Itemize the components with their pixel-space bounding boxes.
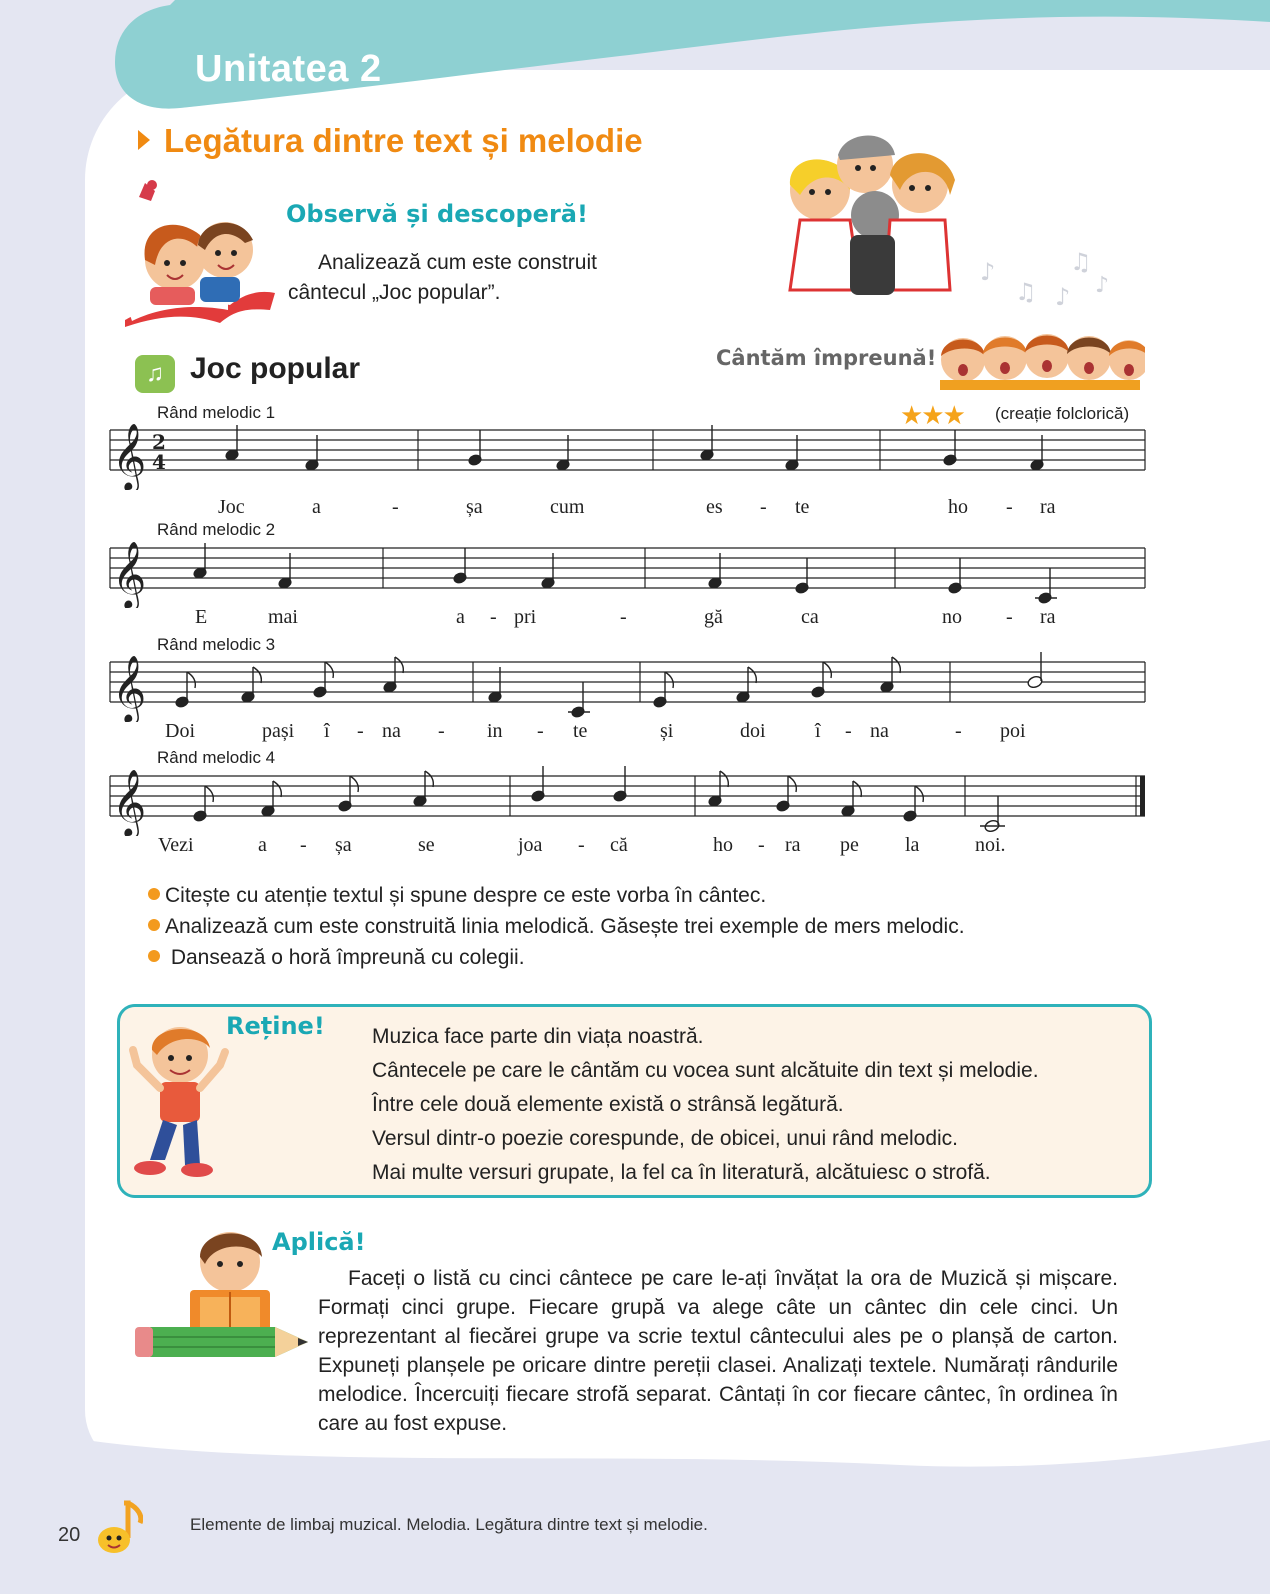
lyric-syllable: es bbox=[706, 496, 723, 518]
lyric-syllable: na bbox=[870, 720, 889, 742]
lyric-syllable: no bbox=[942, 606, 962, 628]
observe-text bbox=[288, 248, 648, 308]
task-list bbox=[148, 880, 965, 973]
lyric-syllable: cum bbox=[550, 496, 585, 518]
lyric-syllable: - bbox=[620, 606, 627, 628]
row-label-1: Rând melodic 1 bbox=[157, 403, 276, 422]
lyric-syllable: șa bbox=[335, 834, 352, 856]
bullet-dot-icon bbox=[148, 888, 160, 900]
lyric-syllable: - bbox=[955, 720, 962, 742]
lyric-syllable: ra bbox=[785, 834, 801, 856]
lyric-syllable: E bbox=[195, 606, 208, 628]
staff-row-1 bbox=[100, 420, 1150, 490]
lyric-syllable: te bbox=[573, 720, 588, 742]
lyric-syllable: că bbox=[610, 834, 628, 856]
svg-text:♪: ♪ bbox=[980, 258, 996, 286]
svg-text:2: 2 bbox=[152, 430, 166, 454]
svg-text:♫: ♫ bbox=[1015, 278, 1037, 306]
aplica-title: Aplică! bbox=[272, 1228, 366, 1256]
bullet-dot-icon bbox=[148, 919, 160, 931]
lyric-syllable: na bbox=[382, 720, 401, 742]
lyric-syllable: noi. bbox=[975, 834, 1006, 856]
footer-text: Elemente de limbaj muzical. Melodia. Legătura dintre text și melodie. bbox=[190, 1515, 708, 1534]
lyric-syllable: - bbox=[1006, 496, 1013, 518]
retine-line: Versul dintr-o poezie corespunde, de obicei, unui rând melodic. bbox=[372, 1127, 959, 1150]
lyric-syllable: ca bbox=[801, 606, 819, 628]
svg-text:𝄞: 𝄞 bbox=[112, 540, 147, 608]
lyric-syllable: Doi bbox=[165, 720, 195, 742]
song-title: Joc popular bbox=[190, 352, 361, 385]
staff-row-4 bbox=[100, 766, 1150, 836]
lyric-syllable: te bbox=[795, 496, 810, 518]
lyric-syllable: pri bbox=[514, 606, 537, 628]
lyric-syllable: ho bbox=[713, 834, 733, 856]
row-label-2: Rând melodic 2 bbox=[157, 520, 276, 539]
lyric-syllable: ra bbox=[1040, 606, 1056, 628]
difficulty-stars: ★★★ bbox=[900, 400, 964, 430]
lyric-syllable: a bbox=[312, 496, 321, 518]
task-item: Citește cu atenție textul și spune despre ce este vorba în cântec. bbox=[148, 880, 965, 911]
row-label-4: Rând melodic 4 bbox=[157, 748, 276, 767]
triangle-bullet-icon bbox=[138, 130, 150, 150]
lyric-syllable: mai bbox=[268, 606, 298, 628]
task-item: Dansează o horă împreună cu colegii. bbox=[148, 942, 965, 973]
lyric-syllable: la bbox=[905, 834, 920, 856]
lyric-syllable: - bbox=[845, 720, 852, 742]
lyric-syllable: - bbox=[760, 496, 767, 518]
lyric-syllable: in bbox=[487, 720, 503, 742]
unit-title: Unitatea 2 bbox=[195, 48, 382, 90]
staff-row-3 bbox=[100, 652, 1150, 722]
svg-text:𝄞: 𝄞 bbox=[112, 768, 147, 836]
task-item: Analizează cum este construită linia melodică. Găsește trei exemple de mers melodic. bbox=[148, 911, 965, 942]
lyric-syllable: - bbox=[438, 720, 445, 742]
bullet-dot-icon bbox=[148, 950, 160, 962]
lyric-syllable: a bbox=[456, 606, 465, 628]
retine-line: Mai multe versuri grupate, la fel ca în literatură, alcătuiesc o strofă. bbox=[372, 1161, 991, 1184]
lyric-syllable: doi bbox=[740, 720, 766, 742]
sing-together-label: Cântăm împreună! bbox=[716, 346, 937, 370]
lyric-syllable: - bbox=[578, 834, 585, 856]
music-note-mascot-icon bbox=[88, 1498, 143, 1558]
lyric-syllable: - bbox=[392, 496, 399, 518]
lyric-syllable: Vezi bbox=[158, 834, 194, 856]
lesson-title-text: Legătura dintre text și melodie bbox=[164, 122, 643, 159]
lyric-syllable: se bbox=[418, 834, 435, 856]
lyric-syllable: - bbox=[300, 834, 307, 856]
observe-text-content: Analizează cum este construit cântecul „Joc popular”. bbox=[288, 251, 597, 304]
lyric-syllable: î bbox=[324, 720, 330, 742]
lyric-syllable: Joc bbox=[218, 496, 245, 518]
song-origin: (creație folclorică) bbox=[995, 404, 1130, 423]
lyric-syllable: - bbox=[758, 834, 765, 856]
staff-row-2 bbox=[100, 538, 1150, 608]
retine-line: Între cele două elemente există o strânsă legătură. bbox=[372, 1093, 844, 1116]
lyric-syllable: - bbox=[537, 720, 544, 742]
svg-text:♪: ♪ bbox=[1055, 283, 1071, 311]
lyric-syllable: a bbox=[258, 834, 267, 856]
lyric-syllable: ra bbox=[1040, 496, 1056, 518]
observe-title: Observă și descoperă! bbox=[286, 200, 588, 228]
lyric-syllable: î bbox=[815, 720, 821, 742]
lyric-syllable: - bbox=[490, 606, 497, 628]
lyric-syllable: gă bbox=[704, 606, 723, 628]
lyric-syllable: pe bbox=[840, 834, 859, 856]
retine-line: Muzica face parte din viața noastră. bbox=[372, 1025, 704, 1048]
svg-text:𝄞: 𝄞 bbox=[112, 422, 147, 490]
lyric-syllable: poi bbox=[1000, 720, 1026, 742]
aplica-text bbox=[318, 1264, 1118, 1438]
music-note-icon: ♫ bbox=[135, 355, 175, 393]
boy-waving-illustration bbox=[125, 1020, 235, 1185]
svg-text:4: 4 bbox=[152, 450, 166, 474]
lyric-syllable: șa bbox=[466, 496, 483, 518]
svg-text:♪: ♪ bbox=[1095, 273, 1110, 298]
retine-line: Cântecele pe care le cântăm cu vocea sunt alcătuite din text și melodie. bbox=[372, 1059, 1039, 1082]
lyric-syllable: - bbox=[357, 720, 364, 742]
page-number: 20 bbox=[58, 1524, 81, 1546]
lyric-syllable: pași bbox=[262, 720, 295, 742]
lyric-syllable: joa bbox=[518, 834, 543, 856]
aplica-text-content: Faceți o listă cu cinci cântece pe care le-ați învățat la ora de Muzică și mișcare. Formați cinci grupe. Fiecare grupă va alege câte un cântec din cele cinci. Un reprezentant al fiecărei grupe va scrie textul cântecului ales pe o planșă de carton. Expuneți planșele pe oricare dintre pereții clasei. Analizați textele. Numărați rândurile melodice. Încercuiți fiecare strofă separat. Cântați în cor fiecare cântec, în ordinea în care au fost expuse. bbox=[318, 1267, 1118, 1435]
svg-text:𝄞: 𝄞 bbox=[112, 654, 147, 722]
singing-children-illustration bbox=[935, 322, 1145, 390]
children-reading-illustration bbox=[120, 175, 280, 330]
lyric-syllable: și bbox=[660, 720, 674, 742]
retine-title: Reține! bbox=[226, 1012, 325, 1040]
row-label-3: Rând melodic 3 bbox=[157, 635, 276, 654]
lesson-title bbox=[138, 122, 643, 160]
dancing-children-illustration bbox=[770, 120, 1130, 320]
lyric-syllable: - bbox=[1006, 606, 1013, 628]
svg-text:♫: ♫ bbox=[1070, 248, 1092, 276]
lyric-syllable: ho bbox=[948, 496, 968, 518]
retine-lines bbox=[372, 1020, 1039, 1190]
